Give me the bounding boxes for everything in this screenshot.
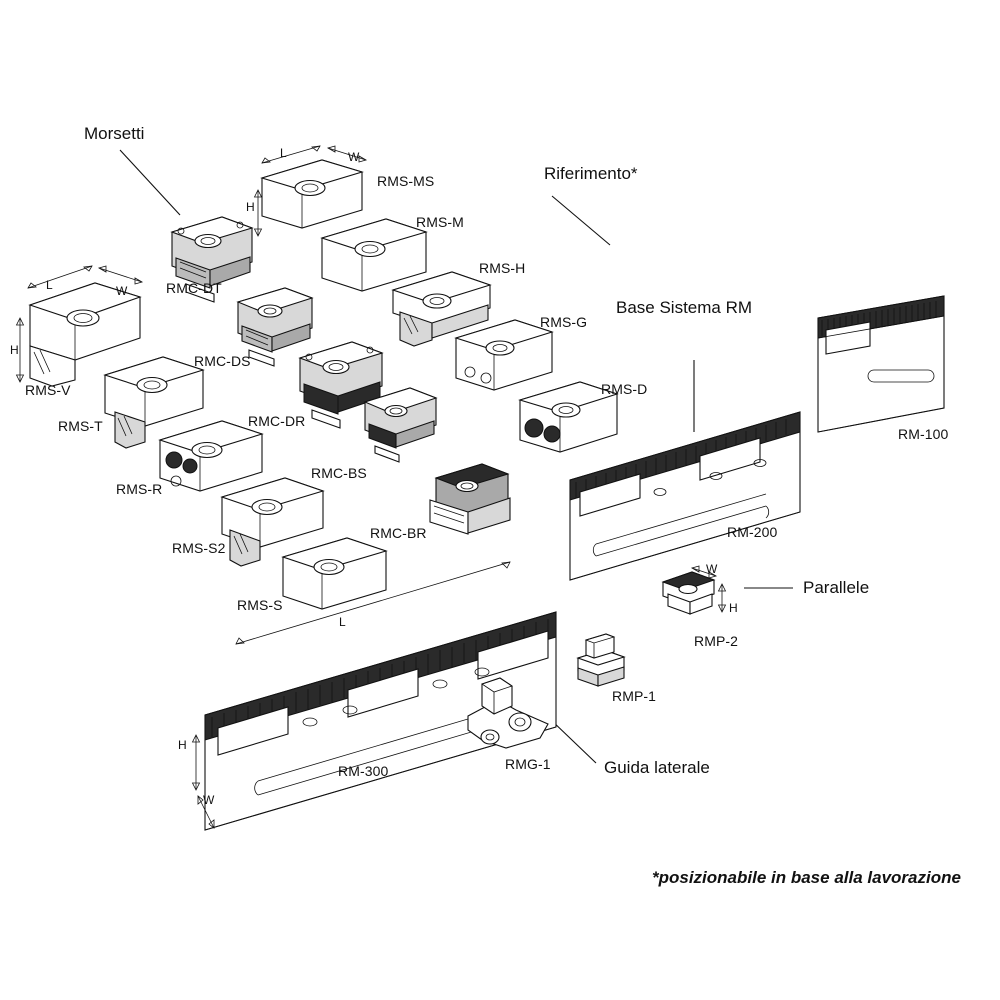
part-label-rms-g: RMS-G bbox=[540, 314, 588, 330]
part-label-rms-t: RMS-T bbox=[58, 418, 103, 434]
part-label-rmg-1: RMG-1 bbox=[505, 756, 551, 772]
part-label-rmc-dr: RMC-DR bbox=[248, 413, 306, 429]
part-label-rms-d: RMS-D bbox=[601, 381, 648, 397]
part-rmc-br bbox=[430, 464, 510, 534]
dim-label-rmp-2-w: W bbox=[706, 562, 718, 576]
part-rms-s bbox=[283, 538, 386, 609]
part-rms-r bbox=[160, 421, 262, 491]
part-label-rms-r: RMS-R bbox=[116, 481, 163, 497]
dim-label-rm-300-w: W bbox=[203, 793, 215, 807]
part-rms-g bbox=[456, 320, 552, 390]
part-label-rmc-br: RMC-BR bbox=[370, 525, 427, 541]
part-label-rms-m: RMS-M bbox=[416, 214, 464, 230]
dim-label-rms-v-w: W bbox=[116, 284, 128, 298]
part-rmc-bs bbox=[365, 388, 436, 462]
part-label-rmc-dt: RMC-DT bbox=[166, 280, 222, 296]
part-rms-m bbox=[322, 219, 426, 291]
part-label-rm-100: RM-100 bbox=[898, 426, 949, 442]
part-label-rms-s2: RMS-S2 bbox=[172, 540, 226, 556]
dim-label-rm-300-h: H bbox=[178, 738, 187, 752]
part-rm-100 bbox=[818, 296, 944, 432]
dim-label-rms-ms-l: L bbox=[280, 146, 287, 160]
part-label-rmp-2: RMP-2 bbox=[694, 633, 739, 649]
part-label-rmp-1: RMP-1 bbox=[612, 688, 657, 704]
part-label-rm-200: RM-200 bbox=[727, 524, 778, 540]
group-label-morsetti: Morsetti bbox=[84, 124, 145, 143]
part-label-rms-v: RMS-V bbox=[25, 382, 71, 398]
group-label-parallele: Parallele bbox=[803, 578, 870, 597]
group-label-guida-laterale: Guida laterale bbox=[604, 758, 710, 777]
part-label-rms-h: RMS-H bbox=[479, 260, 526, 276]
part-label-rms-s: RMS-S bbox=[237, 597, 283, 613]
dim-label-rms-ms-w: W bbox=[348, 150, 360, 164]
part-label-rmc-bs: RMC-BS bbox=[311, 465, 367, 481]
dim-label-rmp-2-h: H bbox=[729, 601, 738, 615]
dim-label-rms-v-h: H bbox=[10, 343, 19, 357]
dim-label-rms-v-l: L bbox=[46, 278, 53, 292]
part-rmp-1 bbox=[578, 634, 624, 686]
part-label-rms-ms: RMS-MS bbox=[377, 173, 435, 189]
part-label-rmc-ds: RMC-DS bbox=[194, 353, 251, 369]
group-label-riferimento: Riferimento* bbox=[544, 164, 638, 183]
group-label-base-sistema-rm: Base Sistema RM bbox=[616, 298, 753, 317]
dim-label-rms-ms-h: H bbox=[246, 200, 255, 214]
part-label-rm-300: RM-300 bbox=[338, 763, 389, 779]
footnote: *posizionabile in base alla lavorazione bbox=[652, 868, 961, 887]
dim-label-rm-300-l: L bbox=[339, 615, 346, 629]
